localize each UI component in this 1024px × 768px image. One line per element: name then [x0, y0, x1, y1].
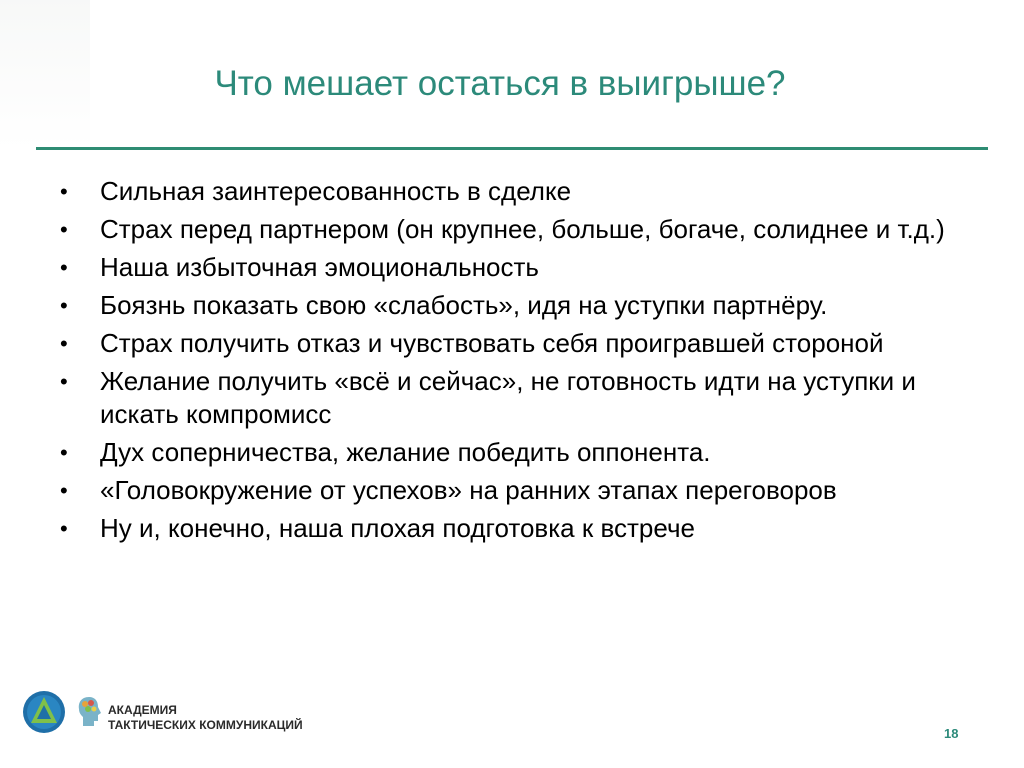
slide-title: Что мешает остаться в выигрыше?	[214, 64, 786, 103]
academy-logo-icon	[22, 690, 66, 734]
bullet-item: • «Головокружение от успехов» на ранних этапах переговоров	[60, 474, 980, 507]
title-divider	[36, 147, 988, 150]
bullet-item: • Дух соперничества, желание победить оппонента.	[60, 436, 980, 469]
organization-line-1: АКАДЕМИЯ	[108, 703, 177, 717]
bullet-item: • Желание получить «всё и сейчас», не готовность идти на уступки и искать компромисс	[60, 365, 980, 431]
page-number: 18	[944, 726, 959, 741]
organization-name	[108, 703, 303, 733]
organization-line-2: ТАКТИЧЕСКИХ КОММУНИКАЦИЙ	[108, 718, 303, 732]
bullet-list	[60, 175, 980, 550]
bullet-item: • Боязнь показать свою «слабость», идя на уступки партнёру.	[60, 289, 980, 322]
bullet-item: • Наша избыточная эмоциональность	[60, 251, 980, 284]
bullet-item: • Страх перед партнером (он крупнее, больше, богаче, солиднее и т.д.)	[60, 213, 980, 246]
brain-head-icon	[76, 695, 102, 729]
bullet-item: • Ну и, конечно, наша плохая подготовка к встрече	[60, 512, 980, 545]
bullet-item: • Сильная заинтересованность в сделке	[60, 175, 980, 208]
bullet-item: • Страх получить отказ и чувствовать себя проигравшей стороной	[60, 327, 980, 360]
